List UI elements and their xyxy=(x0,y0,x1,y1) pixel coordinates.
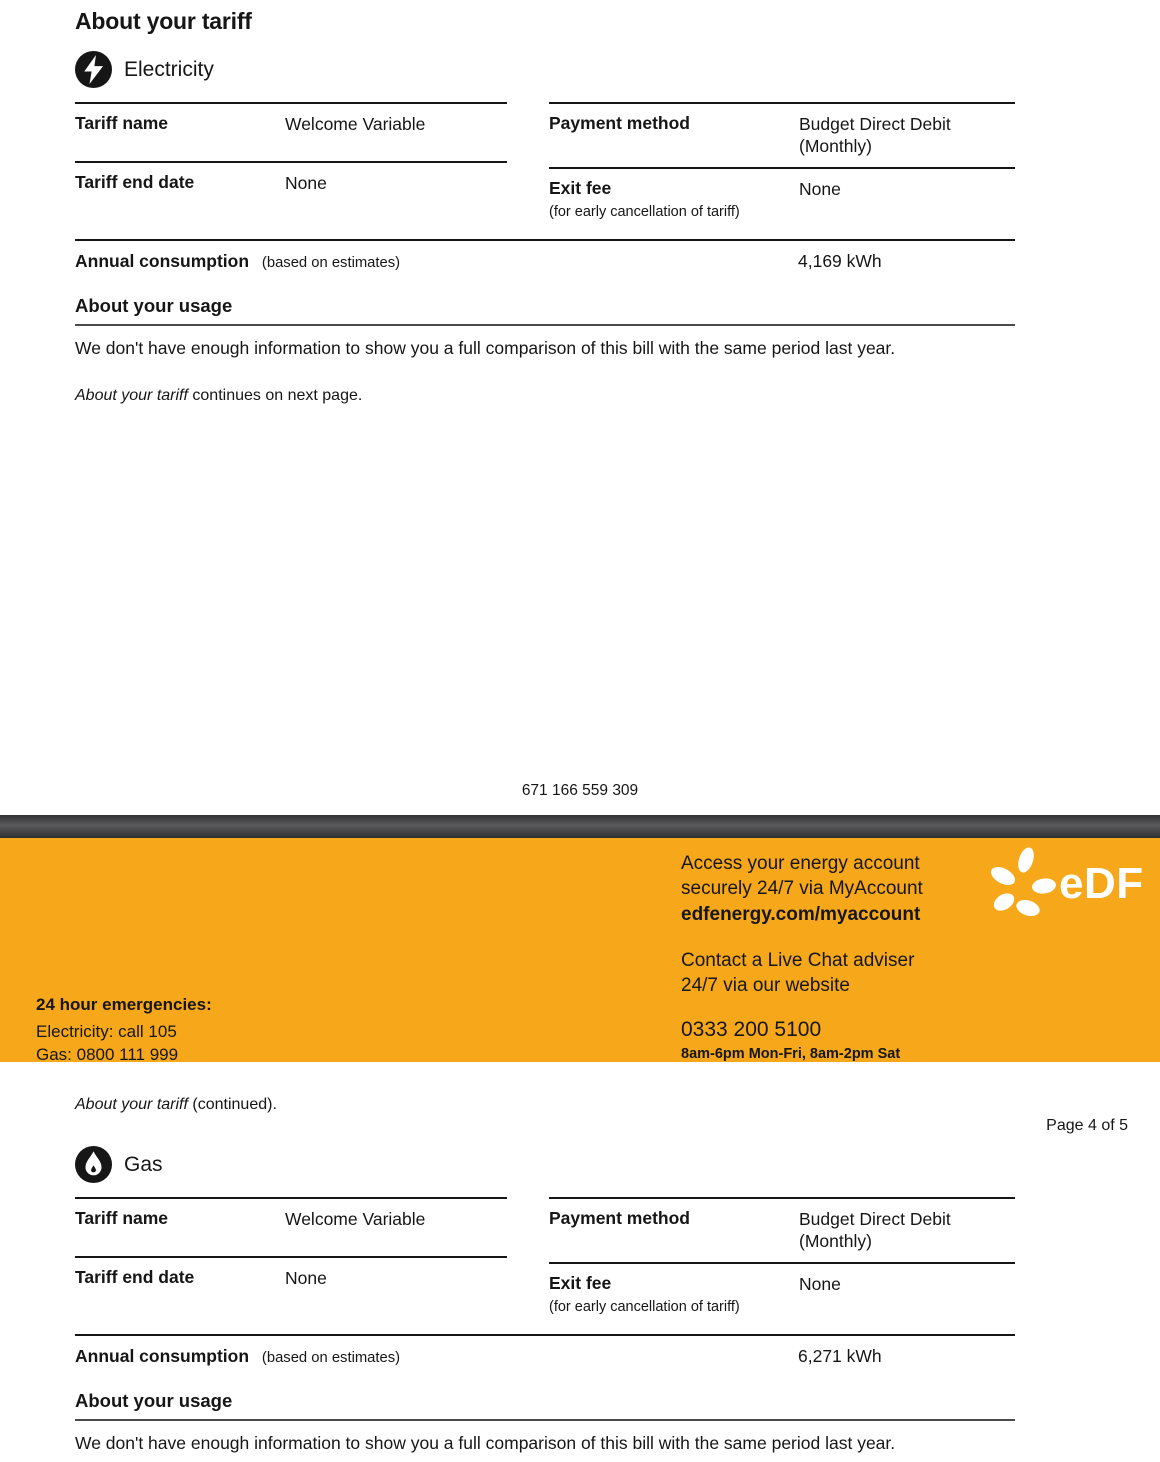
continues-note-italic: About your tariff xyxy=(75,387,188,404)
fuel-label-electricity: Electricity xyxy=(124,57,214,81)
about-usage-heading: About your usage xyxy=(75,295,233,316)
exit-fee-row xyxy=(549,1262,1015,1334)
tariff-end-date-label: Tariff end date xyxy=(75,172,195,192)
contact-phone-hours: 8am-6pm Mon-Fri, 8am-2pm Sat xyxy=(681,1046,901,1062)
tariff-end-date-label: Tariff end date xyxy=(75,1267,195,1287)
exit-fee-label-text: Exit fee xyxy=(549,1273,612,1293)
tariff-end-date-row xyxy=(75,1256,507,1334)
myaccount-line1: Access your energy account xyxy=(681,853,920,874)
exit-fee-label xyxy=(549,1273,799,1334)
livechat-block xyxy=(681,948,914,999)
usage-message: We don't have enough information to show you a full comparison of this bill with the same period last year. xyxy=(75,1433,896,1453)
edf-wordmark: eDF xyxy=(1059,859,1144,908)
tariff-name-label: Tariff name xyxy=(75,113,169,133)
electricity-tariff-table xyxy=(75,102,1015,239)
continued-note-italic: About your tariff xyxy=(75,1096,188,1113)
tariff-name-value: Welcome Variable xyxy=(285,1209,426,1229)
gas-section-header xyxy=(75,1146,1015,1183)
tariff-end-date-value: None xyxy=(285,173,327,193)
reference-number: 671 166 559 309 xyxy=(521,782,639,799)
tariff-end-date-row xyxy=(75,161,507,239)
exit-fee-row xyxy=(549,167,1015,239)
myaccount-block xyxy=(681,851,923,927)
livechat-line2: 24/7 via our website xyxy=(681,975,850,997)
gas-page-content xyxy=(75,1096,1015,1454)
divider-bar xyxy=(0,815,1160,838)
myaccount-url: edfenergy.com/myaccount xyxy=(681,903,921,925)
emergencies-block xyxy=(36,994,212,1067)
exit-fee-note: (for early cancellation of tariff) xyxy=(549,204,740,220)
annual-consumption-row xyxy=(75,239,1015,285)
page-indicator: Page 4 of 5 xyxy=(1046,1117,1128,1134)
continues-note-rest: continues on next page. xyxy=(187,387,363,404)
usage-divider xyxy=(75,1419,1015,1421)
tariff-end-date-value: None xyxy=(285,1268,327,1288)
gas-tariff-table xyxy=(75,1197,1015,1334)
exit-fee-label-text: Exit fee xyxy=(549,178,612,198)
fuel-label-gas: Gas xyxy=(124,1152,163,1176)
electricity-page-content xyxy=(75,8,1015,405)
continued-note-rest: (continued). xyxy=(187,1096,277,1113)
page-title: About your tariff xyxy=(75,8,252,34)
livechat-line1: Contact a Live Chat adviser xyxy=(681,950,915,971)
edf-flame-icon xyxy=(983,844,1063,924)
annual-consumption-value: 6,271 kWh xyxy=(798,1346,882,1366)
annual-consumption-row xyxy=(75,1334,1015,1380)
annual-consumption-note: (based on estimates) xyxy=(261,1350,401,1366)
exit-fee-note: (for early cancellation of tariff) xyxy=(549,1299,740,1315)
emergency-gas-number: Gas: 0800 111 999 xyxy=(36,1044,179,1064)
edf-footer-band xyxy=(0,838,1160,1062)
edf-logo xyxy=(983,844,1144,924)
payment-method-label: Payment method xyxy=(549,113,690,133)
annual-consumption-value: 4,169 kWh xyxy=(798,251,882,271)
annual-consumption-label: Annual consumption xyxy=(75,251,250,271)
tariff-table-right-column xyxy=(549,1197,1015,1334)
usage-divider xyxy=(75,324,1015,326)
tariff-table-left-column xyxy=(75,102,507,239)
exit-fee-value: None xyxy=(799,179,841,199)
payment-method-row xyxy=(549,102,1015,167)
emergencies-title: 24 hour emergencies: xyxy=(36,995,212,1014)
continues-note xyxy=(75,387,1015,405)
continued-note xyxy=(75,1096,1015,1114)
tariff-table-right-column xyxy=(549,102,1015,239)
myaccount-line2: securely 24/7 via MyAccount xyxy=(681,878,923,900)
tariff-name-value: Welcome Variable xyxy=(285,114,426,134)
electricity-icon xyxy=(75,51,112,88)
about-usage-heading: About your usage xyxy=(75,1390,233,1411)
gas-flame-icon xyxy=(75,1146,112,1183)
tariff-name-label: Tariff name xyxy=(75,1208,169,1228)
emergency-electricity-number: Electricity: call 105 xyxy=(36,1021,177,1041)
annual-consumption-note: (based on estimates) xyxy=(261,255,401,271)
payment-method-row xyxy=(549,1197,1015,1262)
payment-method-value: Budget Direct Debit (Monthly) xyxy=(799,114,951,157)
payment-method-label: Payment method xyxy=(549,1208,690,1228)
payment-method-value: Budget Direct Debit (Monthly) xyxy=(799,1209,951,1252)
tariff-name-row xyxy=(75,102,507,161)
electricity-section-header xyxy=(75,51,1015,88)
usage-message: We don't have enough information to show you a full comparison of this bill with the same period last year. xyxy=(75,338,896,358)
exit-fee-value: None xyxy=(799,1274,841,1294)
exit-fee-label xyxy=(549,178,799,239)
annual-consumption-label: Annual consumption xyxy=(75,1346,250,1366)
tariff-table-left-column xyxy=(75,1197,507,1334)
tariff-name-row xyxy=(75,1197,507,1256)
contact-phone-number: 0333 200 5100 xyxy=(681,1018,822,1041)
